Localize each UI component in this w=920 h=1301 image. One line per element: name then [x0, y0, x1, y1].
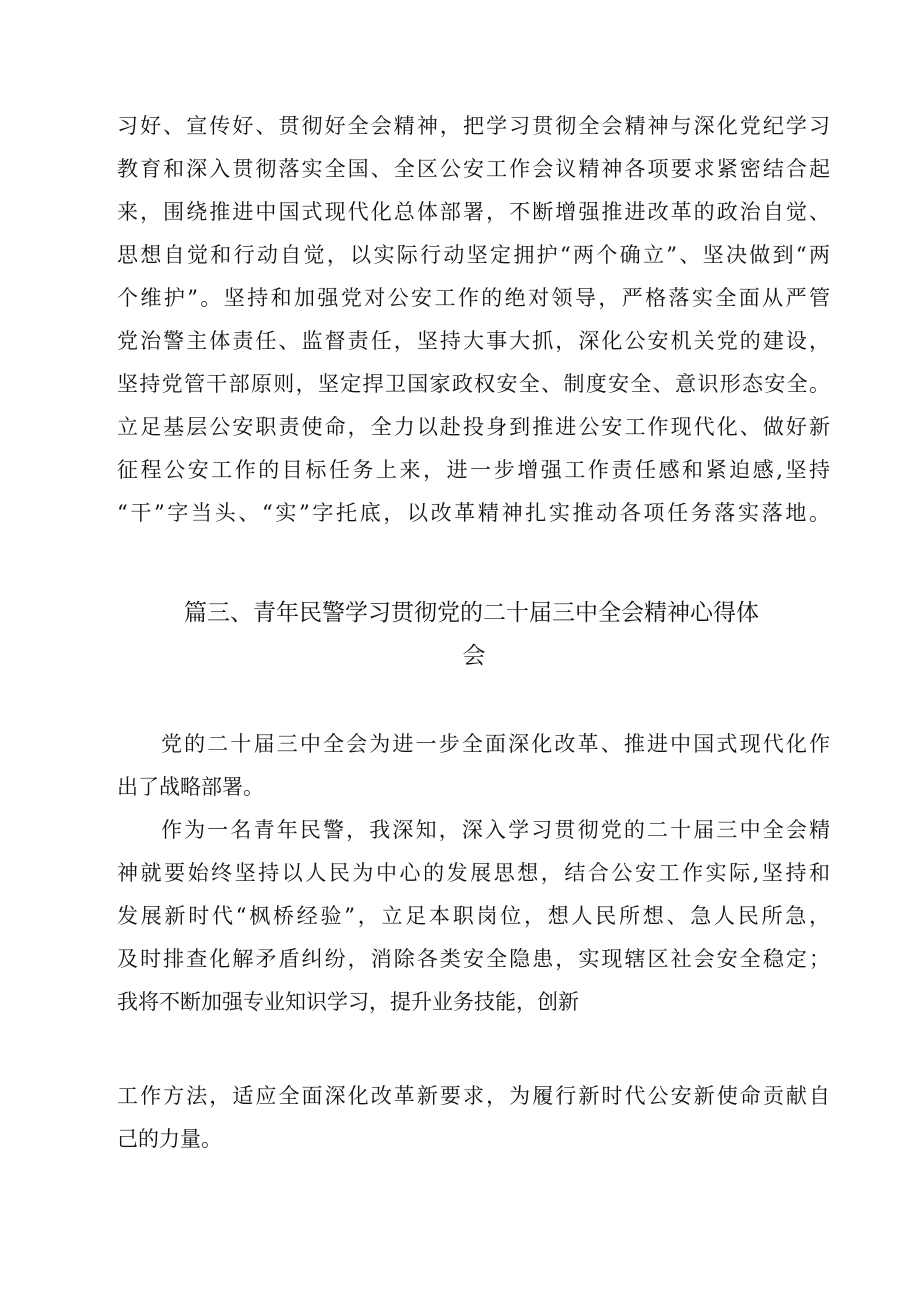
body-text-line: 来，围绕推进中国式现代化总体部署，不断增强推进改革的政治自觉、: [117, 200, 830, 224]
paragraph-line: 我将不断加强专业知识学习，提升业务技能，创新: [117, 990, 579, 1014]
paragraph-line: 出了战略部署。: [117, 775, 264, 799]
section-heading: 篇三、青年民警学习贯彻党的二十届三中全会精神心得体: [184, 600, 759, 626]
body-text-line: 征程公安工作的目标任务上来，进一步增强工作责任感和紧迫感,坚持: [117, 458, 830, 482]
body-text-line: 教育和深入贯彻落实全国、全区公安工作会议精神各项要求紧密结合起: [117, 157, 830, 181]
paragraph-line: 及时排查化解矛盾纠纷，消除各类安全隐患，实现辖区社会安全稳定；: [117, 947, 830, 971]
body-text-line: 立足基层公安职责使命，全力以赴投身到推进公安工作现代化、做好新: [117, 415, 830, 439]
paragraph-line: 工作方法，适应全面深化改革新要求，为履行新时代公安新使命贡献自: [117, 1084, 830, 1108]
body-text-line: 习好、宣传好、贯彻好全会精神，把学习贯彻全会精神与深化党纪学习: [117, 114, 830, 138]
paragraph-line: 党的二十届三中全会为进一步全面深化改革、推进中国式现代化作: [161, 732, 830, 756]
body-text-line: 思想自觉和行动自觉，以实际行动坚定拥护“两个确立”、坚决做到“两: [117, 243, 830, 267]
paragraph-line: 神就要始终坚持以人民为中心的发展思想，结合公安工作实际,坚持和: [117, 861, 830, 885]
body-text-line: 个维护”。坚持和加强党对公安工作的绝对领导，严格落实全面从严管: [117, 286, 830, 310]
paragraph-line: 己的力量。: [117, 1127, 222, 1151]
body-text-line: 坚持党管干部原则，坚定捍卫国家政权安全、制度安全、意识形态安全。: [117, 372, 830, 396]
body-text-line: 党治警主体责任、监督责任，坚持大事大抓，深化公安机关党的建设，: [117, 329, 830, 353]
paragraph-line: 发展新时代“枫桥经验”，立足本职岗位，想人民所想、急人民所急，: [117, 904, 830, 928]
paragraph-line: 作为一名青年民警，我深知，深入学习贯彻党的二十届三中全会精: [161, 818, 830, 842]
section-heading-continuation: 会: [462, 643, 486, 669]
body-text-line: “干”字当头、“实”字托底，以改革精神扎实推动各项任务落实落地。: [117, 501, 830, 525]
